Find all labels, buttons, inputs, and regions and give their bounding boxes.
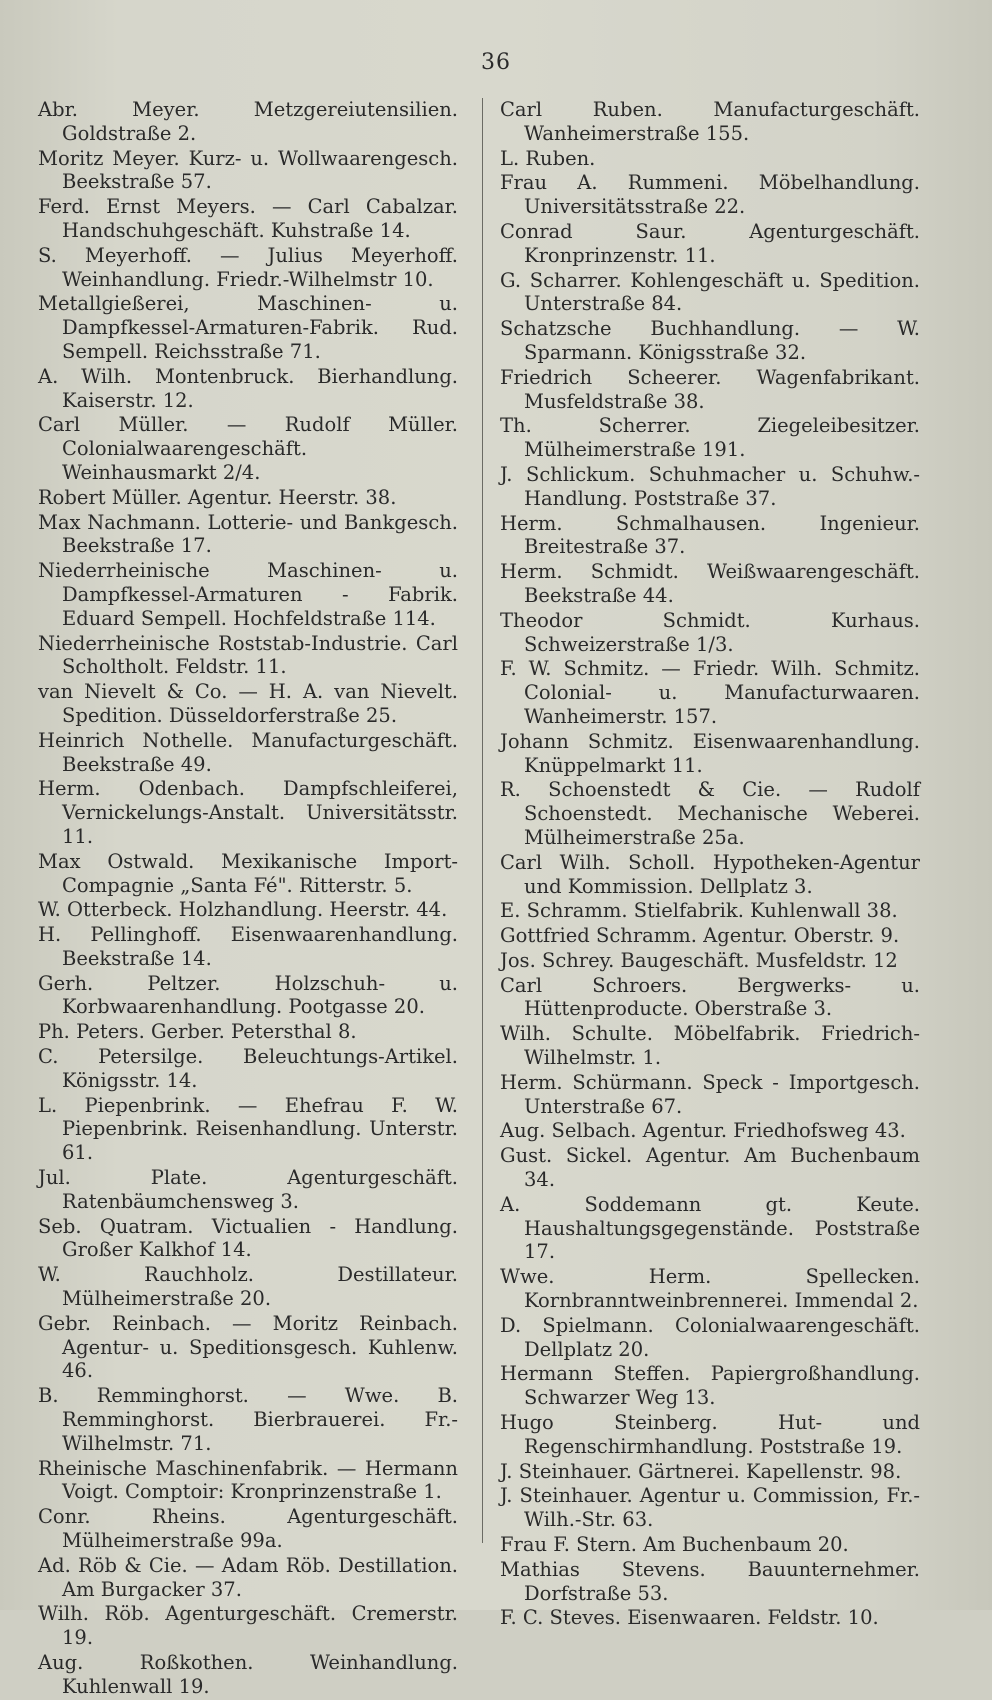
directory-entry: Ferd. Ernst Meyers. — Carl Cabalzar. Handschuhgeschäft. Kuhstraße 14.	[38, 195, 458, 242]
directory-entry: Herm. Schürmann. Speck - Importgesch. Unterstraße 67.	[500, 1070, 920, 1118]
directory-entry: S. Meyerhoff. — Julius Meyerhoff. Weinhandlung. Friedr.-Wilhelmstr 10.	[38, 243, 458, 291]
directory-entry: H. Pellinghoff. Eisenwaarenhandlung. Beekstraße 14.	[38, 923, 458, 970]
directory-entry: Moritz Meyer. Kurz- u. Wollwaarengesch. Beekstraße 57.	[38, 146, 458, 194]
directory-entry: Conrad Saur. Agenturgeschäft. Kronprinzenstr. 11.	[500, 219, 920, 267]
directory-entry: Jul. Plate. Agenturgeschäft. Ratenbäumchensweg 3.	[38, 1166, 458, 1213]
directory-entry: Frau A. Rummeni. Möbelhandlung. Universitätsstraße 22.	[500, 171, 920, 219]
directory-entry: L. Piepenbrink. — Ehefrau F. W. Piepenbrink. Reisenhandlung. Unterstr. 61.	[38, 1093, 458, 1165]
directory-entry: Aug. Selbach. Agentur. Friedhofsweg 43.	[500, 1119, 906, 1143]
directory-entry: Gust. Sickel. Agentur. Am Buchenbaum 34.	[500, 1144, 920, 1192]
right-column	[500, 98, 920, 1631]
directory-entry: Schatzsche Buchhandlung. — W. Sparmann. Königsstraße 32.	[500, 317, 920, 364]
directory-entry: W. Otterbeck. Holzhandlung. Heerstr. 44.	[38, 898, 448, 922]
directory-entry: Th. Scherrer. Ziegeleibesitzer. Mülheimerstraße 191.	[500, 414, 920, 462]
directory-entry: Mathias Stevens. Bauunternehmer. Dorfstraße 53.	[500, 1557, 920, 1605]
directory-entry: Carl Müller. — Rudolf Müller. Colonialwaarengeschäft. Weinhausmarkt 2/4.	[38, 413, 458, 484]
directory-entry: Wilh. Schulte. Möbelfabrik. Friedrich-Wilhelmstr. 1.	[500, 1022, 920, 1070]
directory-entry: Robert Müller. Agentur. Heerstr. 38.	[38, 485, 397, 509]
directory-entry: Conr. Rheins. Agenturgeschäft. Mülheimerstraße 99a.	[38, 1505, 458, 1553]
directory-entry: Ad. Röb & Cie. — Adam Röb. Destillation. Am Burgacker 37.	[38, 1553, 458, 1601]
directory-entry: D. Spielmann. Colonialwaarengeschäft. Dellplatz 20.	[500, 1313, 920, 1361]
directory-entry: Herm. Schmalhausen. Ingenieur. Breitestraße 37.	[500, 511, 920, 559]
column-divider	[482, 98, 483, 1543]
directory-entry: Max Nachmann. Lotterie- und Bankgesch. Beekstraße 17.	[38, 510, 458, 558]
directory-entry: J. Steinhauer. Gärtnerei. Kapellenstr. 98.	[500, 1459, 902, 1483]
directory-entry: Rheinische Maschinenfabrik. — Hermann Voigt. Comptoir: Kronprinzenstraße 1.	[38, 1456, 458, 1504]
directory-entry: Aug. Roßkothen. Weinhandlung. Kuhlenwall 19.	[38, 1651, 458, 1698]
directory-entry: Friedrich Scheerer. Wagenfabrikant. Musfeldstraße 38.	[500, 365, 920, 413]
directory-entry: W. Rauchholz. Destillateur. Mülheimerstraße 20.	[38, 1263, 458, 1311]
directory-entry: Wilh. Röb. Agenturgeschäft. Cremerstr. 19.	[38, 1602, 458, 1650]
directory-entry: Carl Ruben. Manufacturgeschäft. Wanheimerstraße 155.	[500, 98, 920, 145]
directory-entry: Max Ostwald. Mexikanische Import-Compagnie „Santa Fé". Ritterstr. 5.	[38, 849, 458, 897]
directory-entry: Seb. Quatram. Victualien - Handlung. Großer Kalkhof 14.	[38, 1214, 458, 1262]
directory-entry: Theodor Schmidt. Kurhaus. Schweizerstraße 1/3.	[500, 608, 920, 656]
directory-entry: E. Schramm. Stielfabrik. Kuhlenwall 38.	[500, 899, 898, 923]
directory-entry: R. Schoenstedt & Cie. — Rudolf Schoenstedt. Mechanische Weberei. Mülheimerstraße 25a.	[500, 778, 920, 849]
directory-entry: Abr. Meyer. Metzgereiutensilien. Goldstraße 2.	[38, 98, 458, 145]
page-number: 36	[481, 50, 511, 75]
directory-entry: J. Schlickum. Schuhmacher u. Schuhw.-Handlung. Poststraße 37.	[500, 462, 920, 510]
directory-entry: Metallgießerei, Maschinen- u. Dampfkessel-Armaturen-Fabrik. Rud. Sempell. Reichsstraße 71.	[38, 292, 458, 363]
directory-entry: L. Ruben.	[500, 146, 596, 170]
directory-entry: Carl Schroers. Bergwerks- u. Hüttenproducte. Oberstraße 3.	[500, 973, 920, 1021]
directory-entry: Frau F. Stern. Am Buchenbaum 20.	[500, 1533, 849, 1557]
directory-entry: Niederrheinische Maschinen- u. Dampfkessel-Armaturen - Fabrik. Eduard Sempell. Hochfeldstraße 114.	[38, 559, 458, 630]
directory-entry: J. Steinhauer. Agentur u. Commission, Fr.-Wilh.-Str. 63.	[500, 1484, 920, 1532]
directory-entry: Gerh. Peltzer. Holzschuh- u. Korbwaarenhandlung. Pootgasse 20.	[38, 971, 458, 1019]
directory-entry: Niederrheinische Roststab-Industrie. Carl Scholtholt. Feldstr. 11.	[38, 631, 458, 679]
directory-entry: Hugo Steinberg. Hut- und Regenschirmhandlung. Poststraße 19.	[500, 1411, 920, 1458]
directory-entry: Johann Schmitz. Eisenwaarenhandlung. Knüppelmarkt 11.	[500, 729, 920, 777]
directory-entry: Ph. Peters. Gerber. Petersthal 8.	[38, 1020, 357, 1044]
directory-entry: F. W. Schmitz. — Friedr. Wilh. Schmitz. Colonial- u. Manufacturwaaren. Wanheimerstr. 157.	[500, 657, 920, 728]
directory-entry: A. Wilh. Montenbruck. Bierhandlung. Kaiserstr. 12.	[38, 364, 458, 412]
directory-entry: Carl Wilh. Scholl. Hypotheken-Agentur und Kommission. Dellplatz 3.	[500, 850, 920, 898]
directory-entry: A. Soddemann gt. Keute. Haushaltungsgegenstände. Poststraße 17.	[500, 1192, 920, 1264]
directory-entry: F. C. Steves. Eisenwaaren. Feldstr. 10.	[500, 1606, 879, 1630]
directory-entry: Gebr. Reinbach. — Moritz Reinbach. Agentur- u. Speditionsgesch. Kuhlenw. 46.	[38, 1311, 458, 1383]
directory-entry: Hermann Steffen. Papiergroßhandlung. Schwarzer Weg 13.	[500, 1362, 920, 1410]
directory-entry: Herm. Odenbach. Dampfschleiferei, Vernickelungs-Anstalt. Universitätsstr. 11.	[38, 777, 458, 848]
directory-entry: B. Remminghorst. — Wwe. B. Remminghorst. Bierbrauerei. Fr.-Wilhelmstr. 71.	[38, 1384, 458, 1455]
directory-entry: C. Petersilge. Beleuchtungs-Artikel. Königsstr. 14.	[38, 1045, 458, 1092]
directory-entry: Wwe. Herm. Spellecken. Kornbranntweinbrennerei. Immendal 2.	[500, 1265, 920, 1313]
directory-entry: Herm. Schmidt. Weißwaarengeschäft. Beekstraße 44.	[500, 560, 920, 607]
directory-entry: van Nievelt & Co. — H. A. van Nievelt. Spedition. Düsseldorferstraße 25.	[38, 680, 458, 727]
directory-entry: Gottfried Schramm. Agentur. Oberstr. 9.	[500, 924, 900, 948]
left-column	[38, 98, 458, 1700]
directory-entry: Jos. Schrey. Baugeschäft. Musfeldstr. 12	[500, 948, 898, 972]
directory-entry: Heinrich Nothelle. Manufacturgeschäft. Beekstraße 49.	[38, 728, 458, 776]
directory-entry: G. Scharrer. Kohlengeschäft u. Spedition. Unterstraße 84.	[500, 268, 920, 316]
